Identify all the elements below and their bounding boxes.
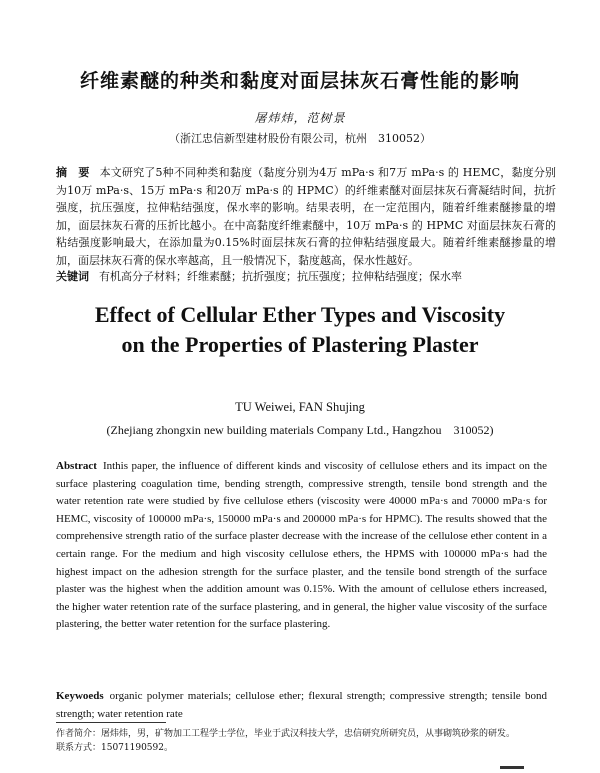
chinese-authors: 屠炜炜，范树景: [254, 111, 346, 125]
english-affiliation: (Zhejiang zhongxin new building materials Company Ltd., Hangzhou 310052): [106, 423, 494, 437]
english-keywords: [56, 688, 547, 723]
page-corner-mark: [500, 766, 524, 769]
english-abstract-text: Inthis paper, the influence of different kinds and viscosity of cellulose ethers and its impact on the surface plastering coagulation time, bending strength, compressive strength, tensile bond strength and the water retention rate were studied by five cellulose ethers (viscosity were 40000 mPa·s and 70000 mPa·s for HEMC, viscosity of 100000 mPa·s, 150000 mPa·s and 200000 mPa·s for HPMC). The results showed that the comprehensive strength ratio of the surface plaster decrease with the increase of the cellulose ether content in a certain range. For the medium and high viscosity cellulose ethers, the HPMS with 100000 mPa·s had the highest impact on the adhesion strength for the surface plaster, and the tensile bond strength of the surface plaster was the highest when the addition amount was 0.15%. With the amount of cellulose ethers increased, the higher water retention rate of the surface plastering, and in general, the higher value viscosity of the surface plastering, the better water retention for the surface plastering.: [56, 460, 547, 631]
footnote-line-1: 作者简介：屠炜炜，男，矿物加工工程学士学位，毕业于武汉科技大学，忠信研究所研究员，从事砌筑砂浆的研发。: [56, 729, 516, 739]
english-title-line-2: on the Properties of Plastering Plaster: [121, 332, 479, 357]
chinese-abstract-text: 本文研究了5种不同种类和黏度（黏度分别为4万 mPa·s 和7万 mPa·s 的 HEMC，黏度分别为10万 mPa·s、15万 mPa·s 和20万 mPa·s 的 HPMC）的纤维素醚对面层抹灰石膏凝结时间，抗折强度，抗压强度，拉伸粘结强度，保水率的影响。结果表明，在一定范围内，随着纤维素醚掺量的增加，面层抹灰石膏的压折比越小。在中高黏度纤维素醚中，10万 mPa·s 的 HPMC 对面层抹灰石膏的粘结强度影响最大，在添加量为0.15%时面层抹灰石膏的拉伸粘结强度最大。随着纤维素醚掺量的增加，面层抹灰石膏的保水率越高，且一般情况下，黏度越高，保水性越好。: [56, 166, 557, 267]
chinese-keywords-text: 有机高分子材料；纤维素醚；抗折强度；抗压强度；拉伸粘结强度；保水率: [99, 270, 462, 283]
chinese-abstract: [56, 164, 556, 269]
footnote-divider: [56, 722, 166, 723]
english-title-line-1: Effect of Cellular Ether Types and Viscosity: [94, 302, 506, 327]
english-authors: TU Weiwei, FAN Shujing: [235, 400, 365, 414]
chinese-title: 纤维素醚的种类和黏度对面层抹灰石膏性能的影响: [79, 70, 520, 92]
english-abstract: [56, 458, 547, 634]
chinese-keywords-label: 关键词: [56, 270, 89, 283]
english-abstract-label: Abstract: [56, 460, 97, 472]
chinese-abstract-label: 摘 要: [56, 166, 90, 179]
english-keywords-text: organic polymer materials; cellulose ether; flexural strength; compressive strength; tensile bond strength; water retention rate: [56, 690, 547, 720]
english-title: [0, 300, 600, 360]
english-keywords-label: Keywoeds: [56, 690, 104, 702]
chinese-affiliation: （浙江忠信新型建材股份有限公司，杭州 310052）: [169, 132, 431, 145]
author-footnote: [56, 727, 551, 755]
chinese-keywords: [56, 268, 556, 284]
footnote-line-2: 联系方式：15071190592。: [56, 743, 173, 753]
